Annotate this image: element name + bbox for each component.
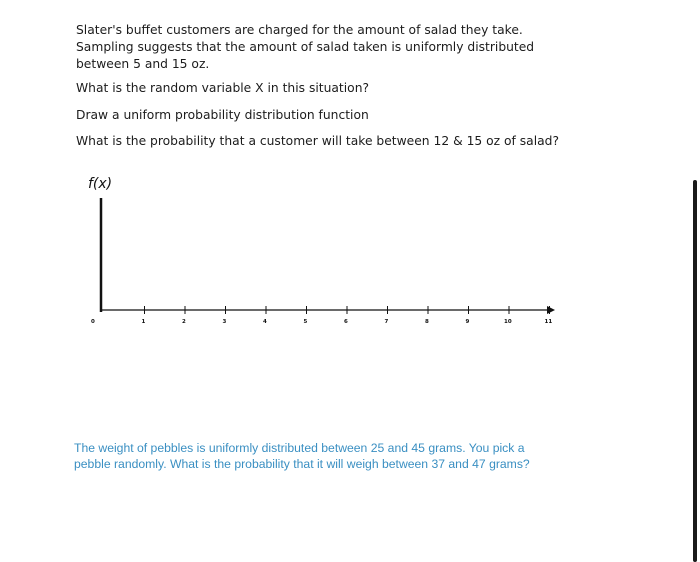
x-tick-label: 5 <box>303 319 308 325</box>
y-axis-label: f(x) <box>88 176 113 192</box>
x-axis-ticks <box>91 306 552 325</box>
x-tick-label: 4 <box>263 319 267 325</box>
question-pebbles <box>74 440 530 472</box>
question-line: Sampling suggests that the amount of salad taken is uniformly distributed <box>76 40 535 54</box>
x-tick-label: 9 <box>465 319 470 325</box>
x-tick-label: 7 <box>384 319 389 325</box>
question-probability: What is the probability that a customer will take between 12 & 15 oz of salad? <box>76 134 559 148</box>
question-line: pebble randomly. What is the probability that it will weigh between 37 and 47 grams? <box>74 457 530 471</box>
x-tick-label: 6 <box>344 319 348 325</box>
x-tick-label: 1 <box>141 319 146 325</box>
question-line: Slater's buffet customers are charged for the amount of salad they take. <box>76 23 523 37</box>
question-line: between 5 and 15 oz. <box>76 57 210 71</box>
x-tick-label: 0 <box>91 319 95 325</box>
question-random-variable: What is the random variable X in this situation? <box>76 81 370 95</box>
scrollbar-thumb[interactable] <box>693 180 697 562</box>
x-tick-label: 3 <box>222 319 227 325</box>
scrollbar[interactable] <box>686 0 700 562</box>
question-line: The weight of pebbles is uniformly distributed between 25 and 45 grams. You pick a <box>74 441 525 455</box>
x-tick-label: 8 <box>425 319 429 325</box>
x-tick-label: 2 <box>182 319 186 325</box>
x-tick-label: 11 <box>544 319 553 325</box>
x-axis-arrow <box>547 306 555 314</box>
x-tick-label: 10 <box>504 319 512 325</box>
question-draw-pdf: Draw a uniform probability distribution function <box>76 108 369 122</box>
